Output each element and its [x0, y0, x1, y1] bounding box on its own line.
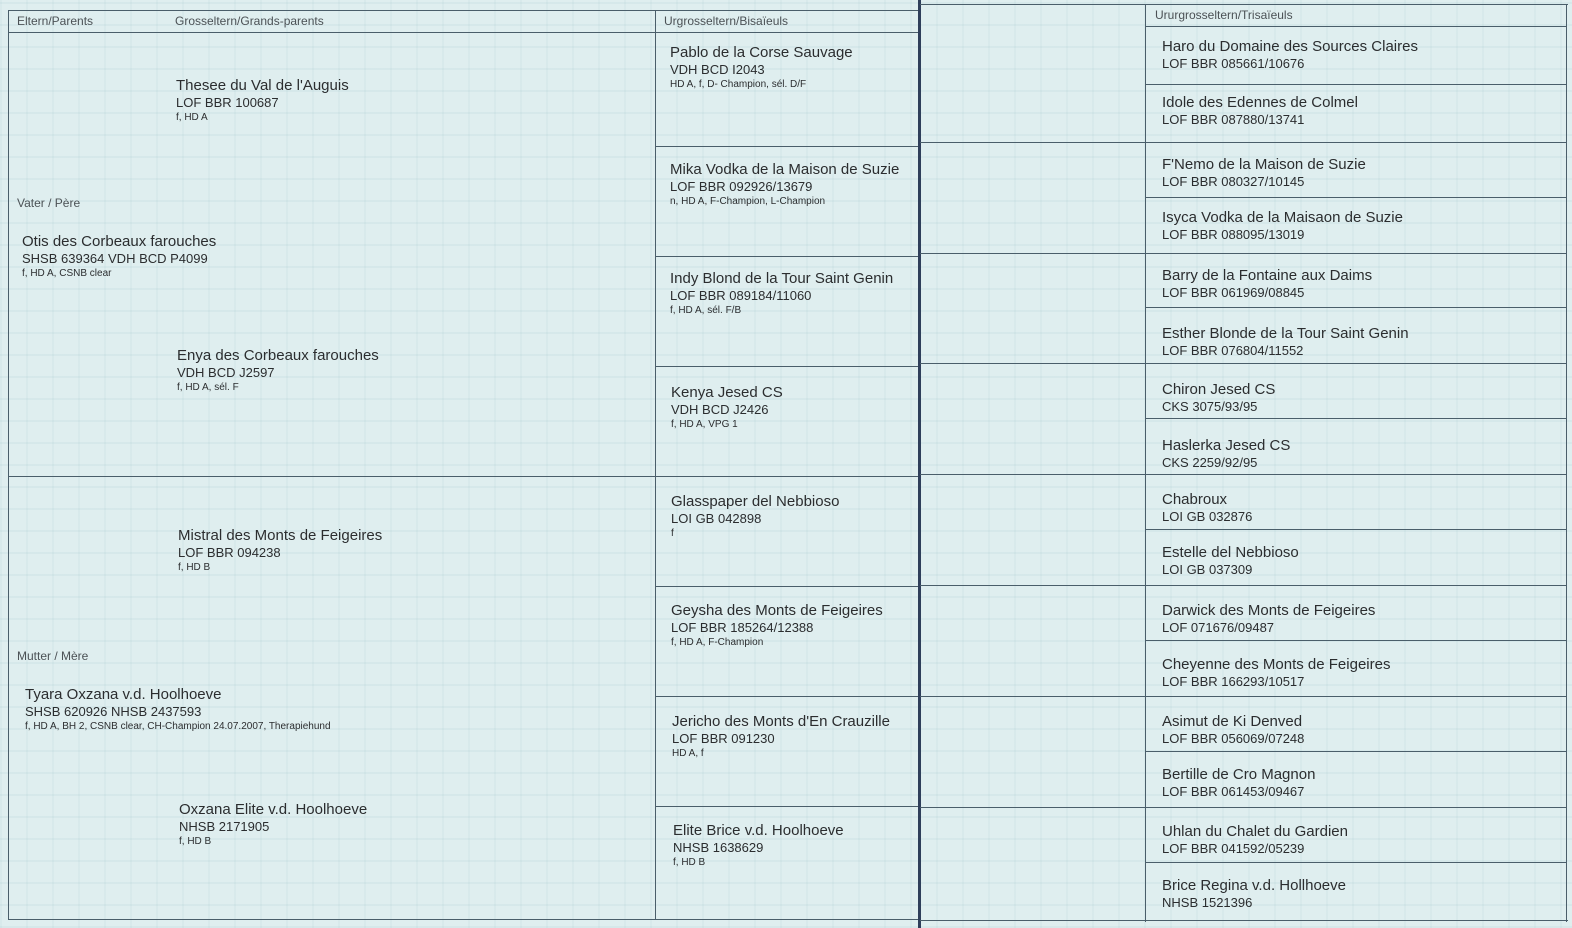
dog-name: Haro du Domaine des Sources Claires: [1162, 38, 1418, 55]
dog-titles: HD A, f, D- Champion, sél. D/F: [670, 79, 807, 90]
dog-name: Jericho des Monts d'En Crauzille: [672, 713, 890, 730]
gg-rule-2: [655, 256, 918, 257]
dog-registration: LOF BBR 080327/10145: [1162, 174, 1305, 189]
dam-label: Mutter / Mère: [17, 649, 89, 663]
ggg-pair-rule-2: [1145, 197, 1567, 198]
dog-registration: LOI GB 037309: [1162, 562, 1253, 577]
dog-name: Esther Blonde de la Tour Saint Genin: [1162, 325, 1409, 342]
right-bottom-border: [920, 920, 1568, 921]
gg-rule-3: [655, 366, 918, 367]
ggg-group-rule-1: [920, 142, 1567, 143]
great-grandparent-3: [670, 270, 893, 317]
dog-registration: LOI GB 032876: [1162, 509, 1253, 524]
great-great-grandparent-14: [1162, 766, 1315, 800]
sire-label: Vater / Père: [17, 196, 81, 210]
dog-registration: NHSB 1521396: [1162, 895, 1253, 910]
dog-titles: f, HD B: [673, 857, 706, 868]
dog-registration: LOF BBR 056069/07248: [1162, 731, 1305, 746]
dog-titles: f: [671, 528, 674, 539]
dog-titles: HD A, f: [672, 748, 704, 759]
ggg-pair-rule-4: [1145, 418, 1567, 419]
header-parents: Eltern/Parents: [17, 14, 94, 28]
dog-registration: VDH BCD J2597: [177, 365, 275, 380]
dog-titles: f, HD A, sél. F: [177, 382, 239, 393]
great-great-grandparent-7: [1162, 381, 1275, 415]
ggg-pair-rule-6: [1145, 640, 1567, 641]
dog-name: Mistral des Monts de Feigeires: [178, 527, 383, 544]
great-great-grandparent-6: [1162, 325, 1409, 359]
great-grandparent-1: [670, 44, 853, 91]
sire-dam-divider: [8, 476, 918, 477]
dog-name: Geysha des Monts de Feigeires: [671, 602, 883, 619]
ggg-pair-rule-1: [1145, 84, 1567, 85]
dog-titles: f, HD A: [176, 112, 208, 123]
great-great-grandparent-8: [1162, 437, 1290, 471]
dog-name: Mika Vodka de la Maison de Suzie: [670, 161, 900, 178]
dog-name: Kenya Jesed CS: [671, 384, 783, 401]
dog-name: Asimut de Ki Denved: [1162, 713, 1303, 730]
great-grandparent-7: [672, 713, 890, 760]
great-grandparent-5: [671, 493, 839, 540]
great-great-grandparent-16: [1162, 877, 1346, 911]
great-great-grandparent-9: [1162, 491, 1252, 525]
gg-rule-5: [655, 586, 918, 587]
dog-registration: LOF BBR 041592/05239: [1162, 841, 1305, 856]
dog-registration: LOF BBR 100687: [176, 95, 279, 110]
header-grandparents: Grosseltern/Grands-parents: [175, 14, 324, 28]
ggg-group-rule-6: [920, 696, 1567, 697]
great-great-grandparent-5: [1162, 267, 1372, 301]
dog-name: Darwick des Monts de Feigeires: [1162, 602, 1376, 619]
ggg-pair-rule-8: [1145, 862, 1567, 863]
grandparent-4: [179, 801, 367, 848]
great-great-grandparent-4: [1162, 209, 1403, 243]
dog-name: Tyara Oxzana v.d. Hoolhoeve: [25, 686, 222, 703]
dog-titles: f, HD B: [178, 562, 211, 573]
dog-name: Glasspaper del Nebbioso: [671, 493, 840, 510]
ggg-group-rule-7: [920, 807, 1567, 808]
left-header-rule: [8, 32, 918, 33]
header-great-great-grandparents: Ururgrosseltern/Trisaïeuls: [1155, 8, 1293, 22]
great-great-grandparent-1: [1162, 38, 1418, 72]
dog-name: Pablo de la Corse Sauvage: [670, 44, 853, 61]
dog-name: Barry de la Fontaine aux Daims: [1162, 267, 1373, 284]
dog-name: Oxzana Elite v.d. Hoolhoeve: [179, 801, 368, 818]
dog-registration: SHSB 620926 NHSB 2437593: [25, 704, 202, 719]
header-great-grandparents: Urgrosseltern/Bisaïeuls: [664, 14, 789, 28]
dog-registration: NHSB 1638629: [673, 840, 764, 855]
page-fold: [918, 0, 921, 928]
dog-registration: CKS 3075/93/95: [1162, 399, 1258, 414]
ggg-pair-rule-3: [1145, 307, 1567, 308]
dog-registration: LOF BBR 087880/13741: [1162, 112, 1305, 127]
dog-name: Bertille de Cro Magnon: [1162, 766, 1316, 783]
dog-titles: f, HD A, VPG 1: [671, 419, 738, 430]
dog-titles: f, HD A, BH 2, CSNB clear, CH-Champion 24.07.2007, Therapiehund: [25, 721, 331, 732]
great-great-grandparent-10: [1162, 544, 1299, 578]
gg-rule-1: [655, 146, 918, 147]
dog-titles: f, HD A, F-Champion: [671, 637, 764, 648]
dog-name: Indy Blond de la Tour Saint Genin: [670, 270, 894, 287]
right-header-rule: [1145, 26, 1567, 27]
dog-name: Isyca Vodka de la Maisaon de Suzie: [1162, 209, 1403, 226]
right-top-border: [920, 4, 1568, 5]
dog-name: Brice Regina v.d. Hollhoeve: [1162, 877, 1346, 894]
dog-registration: LOF BBR 185264/12388: [671, 620, 814, 635]
dog-titles: n, HD A, F-Champion, L-Champion: [670, 196, 826, 207]
ggg-group-rule-2: [920, 253, 1567, 254]
gg-rule-6: [655, 696, 918, 697]
dog-name: Chiron Jesed CS: [1162, 381, 1276, 398]
dog-registration: SHSB 639364 VDH BCD P4099: [22, 251, 208, 266]
great-great-grandparent-13: [1162, 713, 1304, 747]
dog-titles: f, HD A, sél. F/B: [670, 305, 742, 316]
dog-name: Haslerka Jesed CS: [1162, 437, 1291, 454]
dog-name: Chabroux: [1162, 491, 1228, 508]
ggg-pair-rule-5: [1145, 529, 1567, 530]
great-great-grandparent-2: [1162, 94, 1358, 128]
great-grandparent-6: [671, 602, 883, 649]
great-grandparent-8: [673, 822, 844, 869]
parent-sire: [22, 233, 216, 280]
great-great-grandparent-12: [1162, 656, 1390, 690]
dog-registration: LOF BBR 091230: [672, 731, 775, 746]
great-great-grandparent-15: [1162, 823, 1348, 857]
dog-registration: LOF BBR 088095/13019: [1162, 227, 1305, 242]
dog-titles: f, HD A, CSNB clear: [22, 268, 112, 279]
grandparent-1: [176, 77, 349, 124]
dog-registration: LOF 071676/09487: [1162, 620, 1275, 635]
dog-registration: NHSB 2171905: [179, 819, 270, 834]
grandparent-3: [178, 527, 382, 574]
ggg-pair-rule-7: [1145, 751, 1567, 752]
ggg-group-rule-5: [920, 585, 1567, 586]
dog-name: Cheyenne des Monts de Feigeires: [1162, 656, 1391, 673]
grandparent-2: [177, 347, 379, 394]
dog-registration: LOF BBR 092926/13679: [670, 179, 813, 194]
dog-registration: LOF BBR 061969/08845: [1162, 285, 1305, 300]
dog-registration: LOF BBR 094238: [178, 545, 281, 560]
dog-name: Estelle del Nebbioso: [1162, 544, 1299, 561]
dog-name: Idole des Edennes de Colmel: [1162, 94, 1358, 111]
dog-registration: LOF BBR 076804/11552: [1162, 343, 1304, 358]
dog-titles: f, HD B: [179, 836, 212, 847]
dog-registration: LOF BBR 089184/11060: [670, 288, 812, 303]
dog-name: Otis des Corbeaux farouches: [22, 233, 217, 250]
parent-dam: [25, 686, 331, 733]
dog-name: Uhlan du Chalet du Gardien: [1162, 823, 1348, 840]
dog-name: Elite Brice v.d. Hoolhoeve: [673, 822, 844, 839]
great-great-grandparent-3: [1162, 156, 1366, 190]
dog-name: F'Nemo de la Maison de Suzie: [1162, 156, 1366, 173]
dog-registration: LOF BBR 061453/09467: [1162, 784, 1305, 799]
great-great-grandparent-11: [1162, 602, 1375, 636]
dog-registration: LOF BBR 085661/10676: [1162, 56, 1305, 71]
dog-name: Thesee du Val de l'Auguis: [176, 77, 349, 94]
ggg-group-rule-4: [920, 474, 1567, 475]
ggg-group-rule-3: [920, 363, 1567, 364]
dog-registration: LOF BBR 166293/10517: [1162, 674, 1305, 689]
great-grandparent-2: [670, 161, 899, 208]
dog-registration: VDH BCD J2426: [671, 402, 769, 417]
great-grandparent-4: [671, 384, 783, 431]
dog-name: Enya des Corbeaux farouches: [177, 347, 379, 364]
gg-rule-7: [655, 806, 918, 807]
dog-registration: CKS 2259/92/95: [1162, 455, 1258, 470]
dog-registration: VDH BCD I2043: [670, 62, 765, 77]
dog-registration: LOI GB 042898: [671, 511, 762, 526]
